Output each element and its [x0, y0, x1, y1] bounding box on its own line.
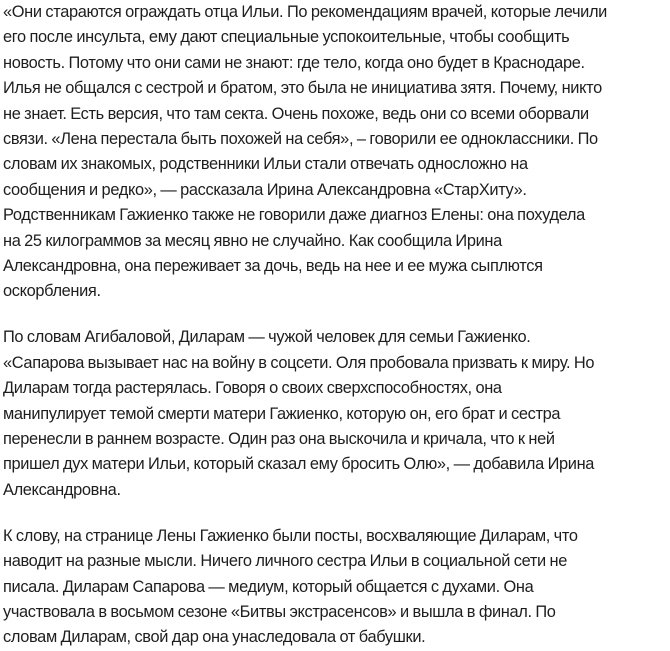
text-line: манипулирует темой смерти матери Гажиенко, которую он, его брат и сестра [3, 404, 561, 423]
text-line: оскорбления. [3, 282, 101, 301]
text-line: связи. «Лена перестала быть похожей на себя», – говорили ее одноклассники. По [3, 130, 598, 149]
text-line: Александровна. [3, 480, 121, 499]
text-line: писала. Диларам Сапарова — медиум, который общается с духами. Она [3, 577, 534, 596]
text-line: Александровна, она переживает за дочь, ведь на нее и ее мужа сыплются [3, 257, 543, 276]
text-line: перенесли в раннем возрасте. Один раз она выскочила и кричала, что к ней [3, 430, 555, 448]
text-line: словам Диларам, свой дар она унаследовала от бабушки. [3, 628, 426, 647]
text-line: «Они стараются ограждать отца Ильи. По рекомендациям врачей, которые лечили [3, 3, 607, 21]
text-line: словам их знакомых, родственники Ильи стали отвечать односложно на [3, 155, 528, 174]
text-line: наводит на разные мысли. Ничего личного сестра Ильи в социальной сети не [3, 552, 567, 571]
text-line: Илья не общался с сестрой и братом, это была не инициатива зятя. Почему, никто [3, 79, 602, 98]
paragraph-quote-family [3, 0, 670, 305]
text-line: «Сапарова вызывает нас на войну в соцсети. Оля пробовала призвать к миру. Но [3, 353, 595, 372]
text-line: К слову, на странице Лены Гажиенко были посты, восхваляющие Диларам, что [3, 526, 578, 545]
text-line: Диларам тогда растерялась. Говоря о своих сверхспособностях, она [3, 379, 502, 398]
text-line: сообщения и редко», — рассказала Ирина Александровна «СтарХиту». [3, 180, 527, 199]
text-line: По словам Агибаловой, Диларам — чужой человек для семьи Гажиенко. [3, 328, 531, 347]
text-line: участвовала в восьмом сезоне «Битвы экстрасенсов» и вышла в финал. По [3, 602, 556, 621]
text-line: его после инсульта, ему дают специальные успокоительные, чтобы сообщить [3, 28, 570, 47]
text-line: пришел дух матери Ильи, который сказал ему бросить Олю», — добавила Ирина [3, 455, 595, 474]
paragraph-agibalova [3, 325, 670, 503]
text-line: не знает. Есть версия, что там секта. Очень похоже, ведь они со всеми оборвали [3, 104, 589, 123]
text-line: новость. Потому что они сами не знают: где тело, когда оно будет в Краснодаре. [3, 53, 585, 72]
paragraph-dilaram [3, 524, 670, 651]
text-line: на 25 килограммов за месяц явно не случайно. Как сообщила Ирина [3, 231, 502, 250]
text-line: Родственникам Гажиенко также не говорили даже диагноз Елены: она похудела [3, 206, 585, 225]
